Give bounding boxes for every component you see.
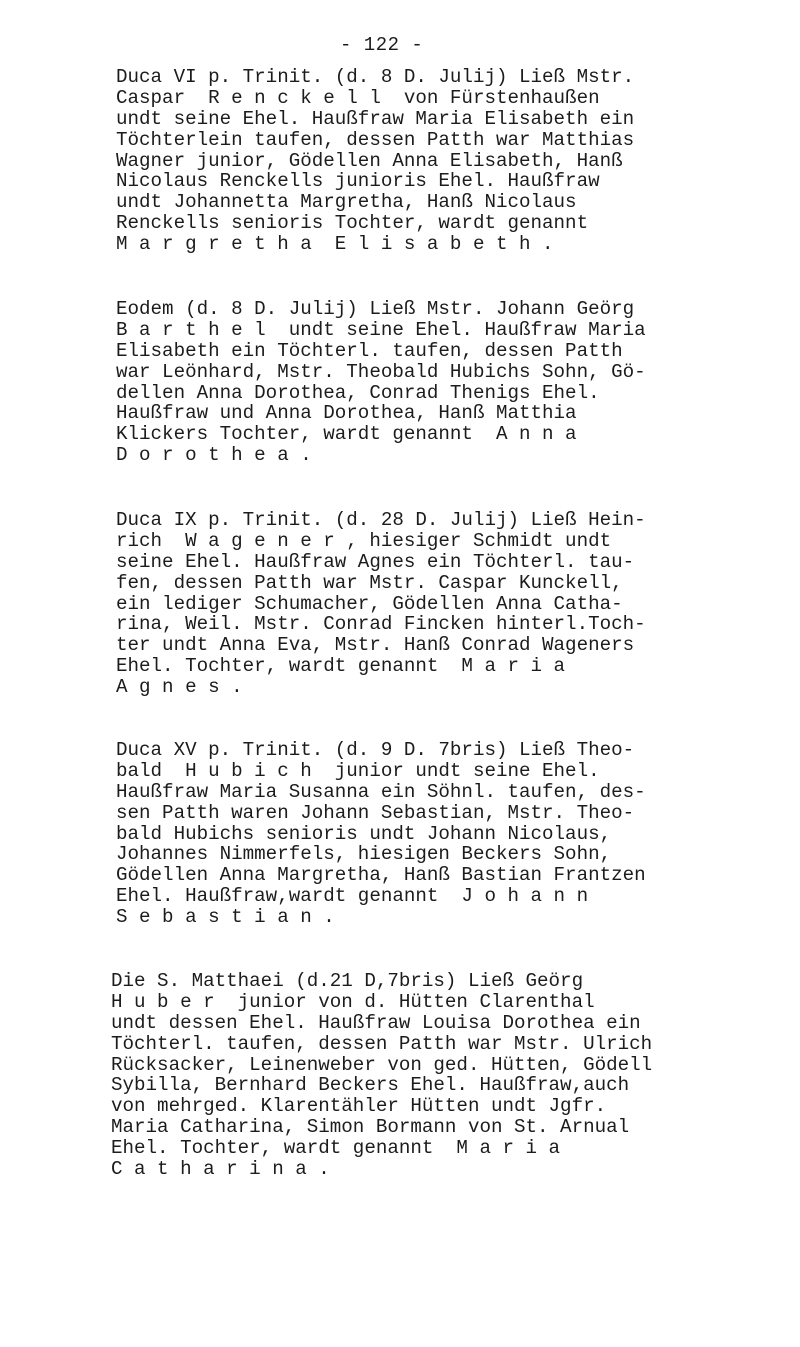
entry-line: rina, Weil. Mstr. Conrad Fincken hinterl.Toch- <box>116 613 646 636</box>
entry-line: Rücksacker, Leinenweber von ged. Hütten, Gödell <box>111 1053 653 1076</box>
entry-line: Haußfraw Maria Susanna ein Söhnl. taufen, des- <box>116 780 646 803</box>
entry-line: seine Ehel. Haußfraw Agnes ein Töchterl. tau- <box>116 550 635 573</box>
entry-line: Johannes Nimmerfels, hiesigen Beckers Sohn, <box>116 843 612 866</box>
entry-line: ter undt Anna Eva, Mstr. Hanß Conrad Wageners <box>116 634 635 657</box>
entry-line: sen Patth waren Johann Sebastian, Mstr. Theo- <box>116 801 635 824</box>
entry-line: Die S. Matthaei (d.21 D,7bris) Ließ Geörg <box>111 970 584 992</box>
entry-line: Haußfraw und Anna Dorothea, Hanß Matthia <box>116 402 577 425</box>
entry-line: rich W a g e n e r , hiesiger Schmidt undt <box>116 529 612 552</box>
baptism-entry <box>116 299 800 466</box>
entry-line: dellen Anna Dorothea, Conrad Thenigs Ehel. <box>116 381 600 404</box>
entry-line: Nicolaus Renckells junioris Ehel. Haußfraw <box>116 170 600 193</box>
entry-line: von mehrged. Klarentähler Hütten undt Jgfr. <box>111 1095 607 1118</box>
entry-line: Wagner junior, Gödellen Anna Elisabeth, Hanß <box>116 149 623 172</box>
entry-line: Ehel. Tochter, wardt genannt M a r i a <box>116 655 566 678</box>
entry-line: Renckells senioris Tochter, wardt genannt <box>116 212 589 235</box>
entry-line: Klickers Tochter, wardt genannt A n n a <box>116 423 577 446</box>
baptism-entry <box>116 510 800 698</box>
entry-line: D o r o t h e a . <box>116 444 312 467</box>
entry-line: Eodem (d. 8 D. Julij) Ließ Mstr. Johann Geörg <box>116 298 635 320</box>
entry-line: A g n e s . <box>116 676 243 699</box>
entry-line: bald Hubichs senioris undt Johann Nicolaus, <box>116 822 612 845</box>
entry-line: undt seine Ehel. Haußfraw Maria Elisabeth ein <box>116 107 635 130</box>
entry-line: C a t h a r i n a . <box>111 1158 330 1181</box>
entry-line: ein lediger Schumacher, Gödellen Anna Catha- <box>116 592 623 615</box>
entry-line: M a r g r e t h a E l i s a b e t h . <box>116 233 554 256</box>
entry-line: Duca VI p. Trinit. (d. 8 D. Julij) Ließ Mstr. <box>116 66 635 88</box>
entry-line: S e b a s t i a n . <box>116 906 335 929</box>
page-number: - 122 - <box>340 34 424 56</box>
entry-line: Töchterl. taufen, dessen Patth war Mstr. Ulrich <box>111 1032 653 1055</box>
entry-line: Ehel. Haußfraw,wardt genannt J o h a n n <box>116 885 589 908</box>
entry-line: fen, dessen Patth war Mstr. Caspar Kunckell, <box>116 571 623 594</box>
entry-line: bald H u b i c h junior undt seine Ehel. <box>116 759 600 782</box>
entry-line: Caspar R e n c k e l l von Fürstenhaußen <box>116 86 600 109</box>
entry-line: H u b e r junior von d. Hütten Clarenthal <box>111 990 595 1013</box>
baptism-entry <box>111 971 795 1180</box>
entry-line: B a r t h e l undt seine Ehel. Haußfraw Maria <box>116 318 646 341</box>
entry-line: Elisabeth ein Töchterl. taufen, dessen Patth <box>116 339 623 362</box>
entry-line: Duca XV p. Trinit. (d. 9 D. 7bris) Ließ Theo- <box>116 739 635 761</box>
baptism-entry <box>116 67 800 255</box>
entry-line: Ehel. Tochter, wardt genannt M a r i a <box>111 1137 561 1160</box>
entry-line: Maria Catharina, Simon Bormann von St. Arnual <box>111 1116 630 1139</box>
baptism-entry <box>116 740 800 928</box>
entry-line: Gödellen Anna Margretha, Hanß Bastian Frantzen <box>116 864 646 887</box>
entry-line: undt Johannetta Margretha, Hanß Nicolaus <box>116 191 577 214</box>
entry-line: Duca IX p. Trinit. (d. 28 D. Julij) Ließ Hein- <box>116 509 646 531</box>
entry-line: undt dessen Ehel. Haußfraw Louisa Dorothea ein <box>111 1011 641 1034</box>
entry-line: war Leönhard, Mstr. Theobald Hubichs Sohn, Gö- <box>116 360 646 383</box>
entry-line: Sybilla, Bernhard Beckers Ehel. Haußfraw,auch <box>111 1074 630 1097</box>
entry-line: Töchterlein taufen, dessen Patth war Matthias <box>116 128 635 151</box>
